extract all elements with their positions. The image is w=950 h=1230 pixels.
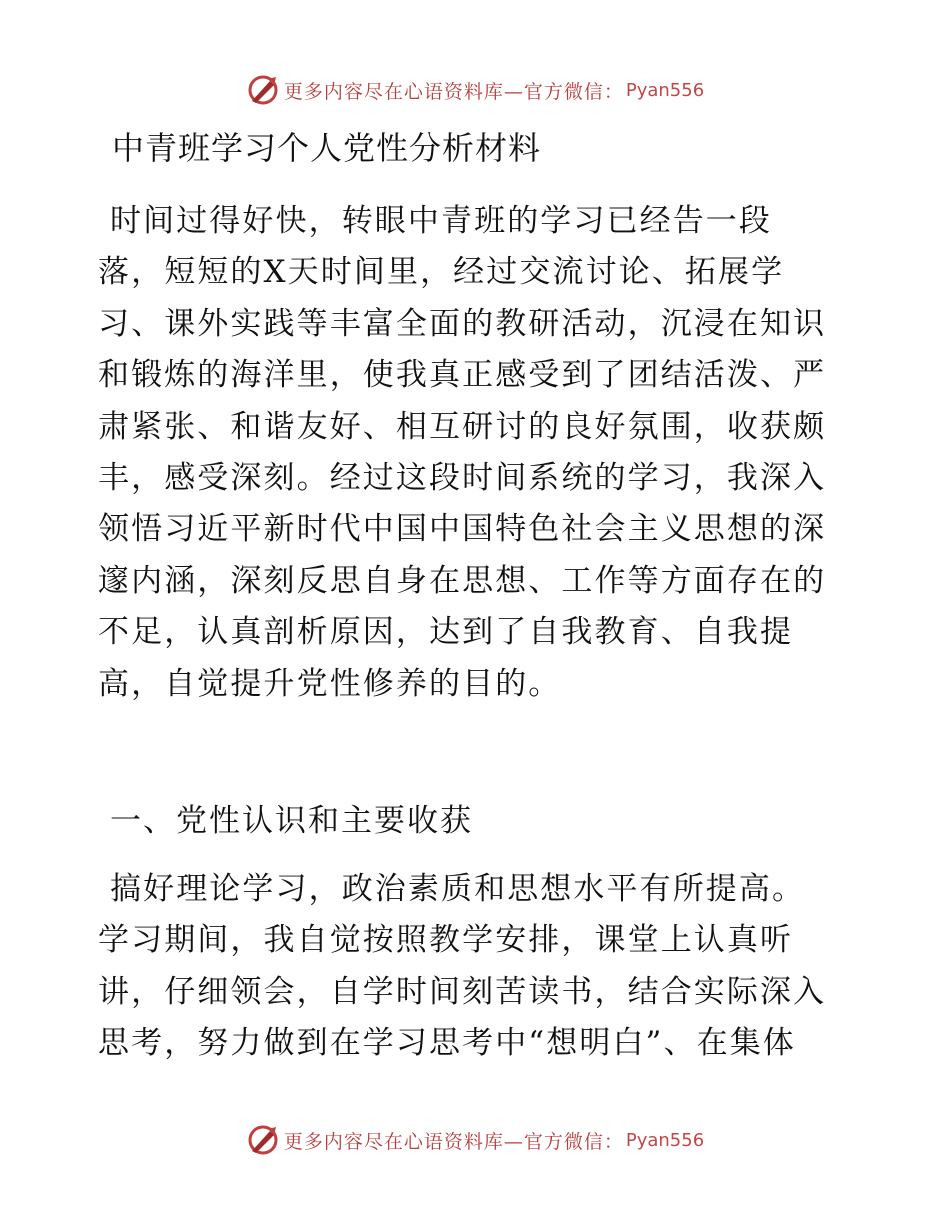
watermark-wechat-id: Pyan556 [625, 1129, 705, 1151]
watermark-wechat-id: Pyan556 [625, 79, 705, 101]
watermark-text: 更多内容尽在心语资料库—官方微信： [283, 1130, 624, 1153]
paragraph-section-1 [98, 864, 858, 1070]
text-line: 讲，仔细领会，自学时间刻苦读书，结合实际深入 [98, 973, 827, 1010]
header-watermark [0, 70, 950, 110]
text-line: 和锻炼的海洋里，使我真正感受到了团结活泼、严 [98, 357, 827, 394]
watermark-text: 更多内容尽在心语资料库—官方微信： [283, 80, 624, 103]
text-line: 高，自觉提升党性修养的目的。 [98, 665, 562, 702]
text-line: 邃内涵，深刻反思自身在思想、工作等方面存在的 [98, 562, 827, 599]
text-line: 时间过得好快，转眼中青班的学习已经告一段 [110, 203, 772, 239]
feather-pen-logo-icon [246, 1123, 280, 1157]
text-line: 习、课外实践等丰富全面的教研活动，沉浸在知识 [98, 305, 827, 342]
text-line: 思考，努力做到在学习思考中“想明白”、在集体 [98, 1025, 796, 1062]
text-line: 不足，认真剖析原因，达到了自我教育、自我提 [98, 614, 794, 651]
section-heading: 一、党性认识和主要收获 [110, 803, 473, 839]
text-line: 学习期间，我自觉按照教学安排，课堂上认真听 [98, 922, 794, 959]
paragraph-intro [98, 196, 858, 710]
footer-watermark [0, 1120, 950, 1160]
text-line: 搞好理论学习，政治素质和思想水平有所提高。 [110, 871, 806, 907]
feather-pen-logo-icon [246, 73, 280, 107]
text-line: 肃紧张、和谐友好、相互研讨的良好氛围，收获颇 [98, 408, 827, 445]
document-title: 中青班学习个人党性分析材料 [112, 129, 542, 167]
text-line: 落，短短的X天时间里，经过交流讨论、拓展学 [98, 254, 785, 291]
text-line: 领悟习近平新时代中国中国特色社会主义思想的深 [98, 511, 827, 548]
text-line: 丰，感受深刻。经过这段时间系统的学习，我深入 [98, 460, 827, 497]
